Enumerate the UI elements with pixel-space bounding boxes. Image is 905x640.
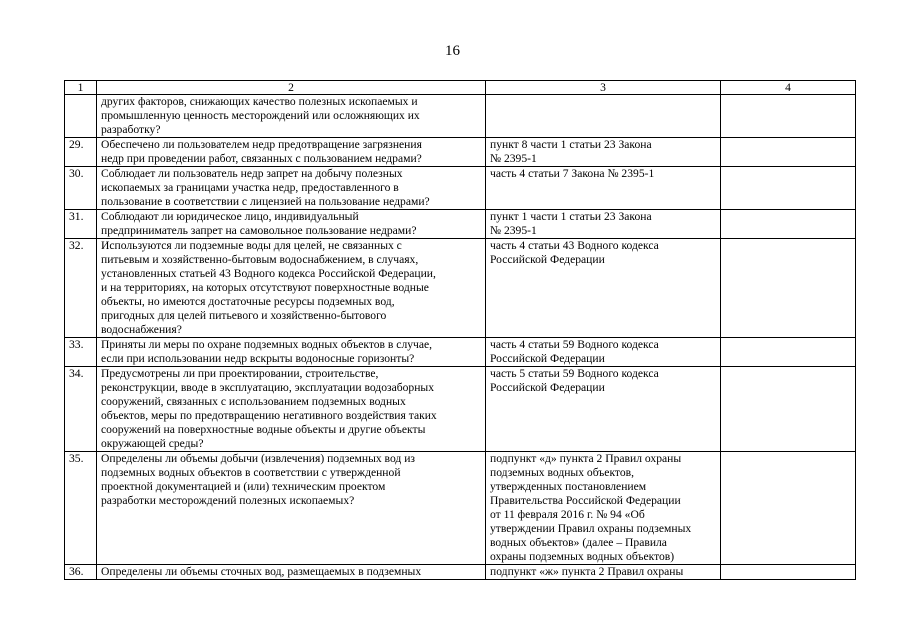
- column-header-4: 4: [721, 81, 856, 95]
- column-header-2: 2: [97, 81, 486, 95]
- row-note: [721, 452, 856, 565]
- row-note: [721, 367, 856, 452]
- row-note: [721, 239, 856, 338]
- row-number: 36.: [65, 565, 97, 580]
- requirements-table: [64, 80, 856, 580]
- row-note: [721, 167, 856, 210]
- row-reference: часть 4 статьи 43 Водного кодекса Российской Федерации: [486, 239, 721, 338]
- row-note: [721, 210, 856, 239]
- row-reference: часть 5 статьи 59 Водного кодекса Российской Федерации: [486, 367, 721, 452]
- row-note: [721, 338, 856, 367]
- row-reference: часть 4 статьи 7 Закона № 2395-1: [486, 167, 721, 210]
- row-note: [721, 95, 856, 138]
- row-note: [721, 565, 856, 580]
- row-number: 32.: [65, 239, 97, 338]
- row-reference: часть 4 статьи 59 Водного кодекса Российской Федерации: [486, 338, 721, 367]
- page-number: 16: [445, 43, 460, 59]
- row-reference: пункт 8 части 1 статьи 23 Закона № 2395-1: [486, 138, 721, 167]
- table-row: [65, 565, 856, 580]
- table-row: [65, 210, 856, 239]
- row-reference: [486, 95, 721, 138]
- row-question: Соблюдает ли пользователь недр запрет на добычу полезных ископаемых за границами участка недр, предоставленного в пользование в соответствии с лицензией на пользование недрами?: [97, 167, 486, 210]
- row-number: 30.: [65, 167, 97, 210]
- table-header-row: [65, 81, 856, 95]
- table-row: [65, 167, 856, 210]
- row-number: 29.: [65, 138, 97, 167]
- row-question: Используются ли подземные воды для целей, не связанных с питьевым и хозяйственно-бытовым водоснабжением, в случаях, установленных статьей 43 Водного кодекса Российской Федерации, и на территориях, на которых отсутствуют поверхностные водные объекты, но имеются достаточные ресурсы подземных вод, пригодных для целей питьевого и хозяйственно-бытового водоснабжения?: [97, 239, 486, 338]
- table-row: [65, 239, 856, 338]
- row-number: 34.: [65, 367, 97, 452]
- row-number: [65, 95, 97, 138]
- table-row: [65, 338, 856, 367]
- row-question: Определены ли объемы сточных вод, размещаемых в подземных: [97, 565, 486, 580]
- row-note: [721, 138, 856, 167]
- row-question: Приняты ли меры по охране подземных водных объектов в случае, если при использовании недр вскрыты водоносные горизонты?: [97, 338, 486, 367]
- column-header-3: 3: [486, 81, 721, 95]
- row-number: 33.: [65, 338, 97, 367]
- column-header-1: 1: [65, 81, 97, 95]
- row-question: Соблюдают ли юридическое лицо, индивидуальный предприниматель запрет на самовольное пользование недрами?: [97, 210, 486, 239]
- row-question: Предусмотрены ли при проектировании, строительстве, реконструкции, вводе в эксплуатацию, эксплуатации водозаборных сооружений, связанных с использованием подземных водных объектов, меры по предотвращению негативного воздействия таких сооружений на поверхностные водные объекты и другие объекты окружающей среды?: [97, 367, 486, 452]
- row-number: 35.: [65, 452, 97, 565]
- table-row: [65, 367, 856, 452]
- table-row: [65, 138, 856, 167]
- table-row: [65, 95, 856, 138]
- row-question: Определены ли объемы добычи (извлечения) подземных вод из подземных водных объектов в соответствии с утвержденной проектной документацией и (или) техническим проектом разработки месторождений полезных ископаемых?: [97, 452, 486, 565]
- row-reference: подпункт «д» пункта 2 Правил охраны подземных водных объектов, утвержденных постановлением Правительства Российской Федерации от 11 февраля 2016 г. № 94 «Об утверждении Правил охраны подземных водных объектов» (далее – Правила охраны подземных водных объектов): [486, 452, 721, 565]
- row-question: Обеспечено ли пользователем недр предотвращение загрязнения недр при проведении работ, связанных с пользованием недрами?: [97, 138, 486, 167]
- row-reference: пункт 1 части 1 статьи 23 Закона № 2395-1: [486, 210, 721, 239]
- row-number: 31.: [65, 210, 97, 239]
- table-row: [65, 452, 856, 565]
- row-question: других факторов, снижающих качество полезных ископаемых и промышленную ценность месторождений или осложняющих их разработку?: [97, 95, 486, 138]
- row-reference: подпункт «ж» пункта 2 Правил охраны: [486, 565, 721, 580]
